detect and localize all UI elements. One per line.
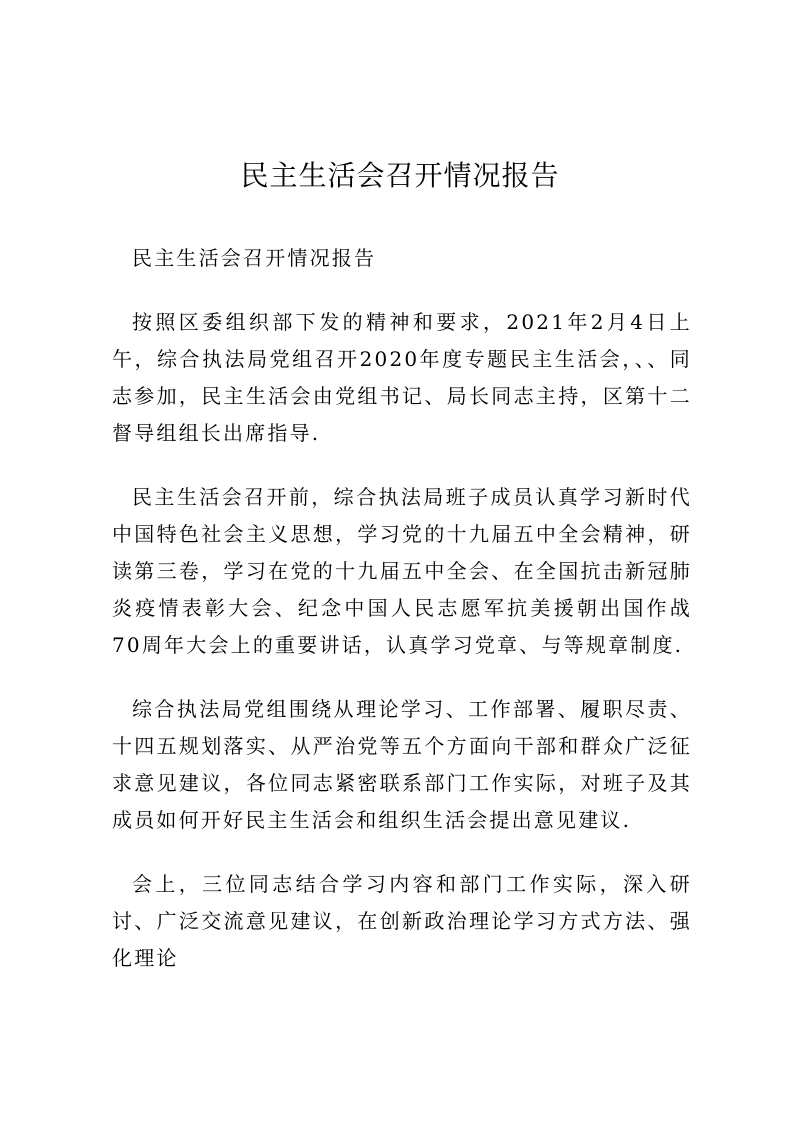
document-title: 民主生活会召开情况报告 [240,159,560,192]
paragraph-meeting-overview: 按照区委组织部下发的精神和要求，2021年2月4日上午，综合执法局党组召开2020年度专题民主生活会，、、同志参加，民主生活会由党组书记、局长同志主持，区第十二督导组组长出席指导. [112,310,692,445]
paragraph-meeting-discussion: 会上，三位同志结合学习内容和部门工作实际，深入研讨、广泛交流意见建议，在创新政治理论学习方式方法、强化理论 [112,872,692,970]
paragraph-soliciting-opinions: 综合执法局党组围绕从理论学习、工作部署、履职尽责、十四五规划落实、从严治党等五个方面向干部和群众广泛征求意见建议，各位同志紧密联系部门工作实际，对班子及其成员如何开好民主生活会和组织生活会提出意见建议. [112,697,692,832]
document-body [112,240,692,1004]
paragraph-subtitle: 民主生活会召开情况报告 [132,246,377,270]
paragraph-pre-meeting-study: 民主生活会召开前，综合执法局班子成员认真学习新时代中国特色社会主义思想，学习党的十九届五中全会精神，研读第三卷，学习在党的十九届五中全会、在全国抗击新冠肺炎疫情表彰大会、纪念中国人民志愿军抗美援朝出国作战70周年大会上的重要讲话，认真学习党章、与等规章制度. [112,485,692,657]
